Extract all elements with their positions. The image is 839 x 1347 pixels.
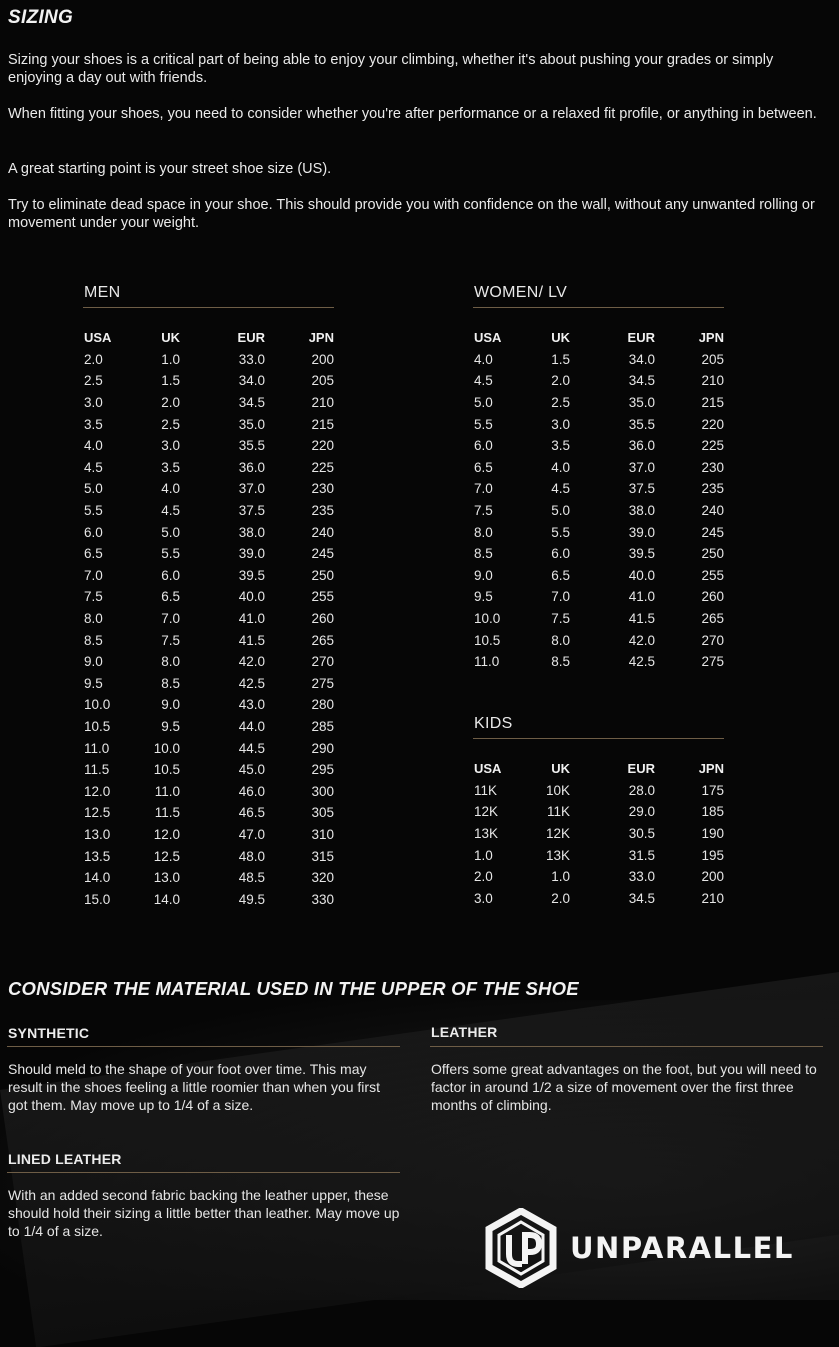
table-cell: 46.5 [238, 805, 265, 821]
table-cell: 44.0 [238, 718, 265, 734]
table-cell: 46.0 [238, 783, 265, 799]
table-cell: 285 [311, 718, 334, 734]
table-cell: 3.0 [84, 395, 103, 411]
table-cell: 215 [701, 395, 724, 411]
table-cell: 10K [545, 782, 570, 798]
table-cell: 280 [311, 697, 334, 713]
table-cell: 10.5 [474, 632, 501, 648]
table-cell: 39.5 [628, 546, 655, 562]
table-cell: 3.5 [161, 459, 180, 475]
table-cell: 34.0 [628, 351, 655, 367]
table-cell: 5.5 [551, 524, 570, 540]
table-cell: 250 [701, 546, 724, 562]
table-cell: 35.5 [238, 438, 265, 454]
table-cell: 200 [311, 351, 334, 367]
table-cell: 10.0 [84, 697, 111, 713]
table-cell: 37.5 [628, 481, 655, 497]
table-row [84, 780, 334, 802]
table-cell: 13K [545, 847, 570, 863]
table-cell: 4.0 [551, 459, 570, 475]
table-cell: 13K [474, 826, 499, 842]
table-cell: 12.0 [84, 783, 111, 799]
table-cell: 6.5 [84, 546, 103, 562]
lined-leather-divider [7, 1172, 400, 1173]
table-row [84, 370, 334, 392]
table-cell: 4.5 [161, 503, 180, 519]
table-cell: 1.0 [551, 869, 570, 885]
table-cell: 9.0 [161, 697, 180, 713]
table-cell: 9.0 [84, 654, 103, 670]
table-cell: 230 [701, 459, 724, 475]
table-cell: 9.5 [161, 718, 180, 734]
table-cell: 13.0 [84, 826, 111, 842]
materials-heading: CONSIDER THE MATERIAL USED IN THE UPPER OF THE SHOE [8, 978, 579, 999]
table-cell: 225 [701, 438, 724, 454]
table-row [474, 780, 724, 802]
table-cell: 4.5 [474, 373, 493, 389]
table-row [84, 457, 334, 479]
table-row [474, 608, 724, 630]
table-row [84, 651, 334, 673]
column-header: USA [474, 330, 502, 346]
table-cell: 11K [546, 804, 570, 820]
table-cell: 210 [311, 395, 334, 411]
table-cell: 240 [311, 524, 334, 540]
table-cell: 9.5 [474, 589, 493, 605]
synthetic-text: Should meld to the shape of your foot over time. This may result in the shoes feeling a little roomier than when you first got them. May move up to 1/4 of a size. [8, 1061, 380, 1113]
table-cell: 12.0 [153, 826, 180, 842]
leather-text: Offers some great advantages on the foot, but you will need to factor in around 1/2 a size of movement over the first three months of climbing. [431, 1061, 817, 1113]
table-cell: 30.5 [628, 826, 655, 842]
table-header-row [474, 327, 724, 349]
table-cell: 11.5 [84, 762, 110, 778]
table-cell: 1.0 [474, 847, 493, 863]
table-cell: 190 [701, 826, 724, 842]
table-cell: 8.5 [474, 546, 493, 562]
table-cell: 290 [311, 740, 334, 756]
table-cell: 12.5 [153, 848, 180, 864]
table-cell: 205 [311, 373, 334, 389]
table-row [84, 565, 334, 587]
table-cell: 35.5 [628, 416, 655, 432]
table-cell: 10.5 [84, 718, 111, 734]
table-row [474, 478, 724, 500]
table-row [474, 521, 724, 543]
table-cell: 12K [474, 804, 499, 820]
kids-label: KIDS [474, 715, 513, 732]
women-size-table [474, 327, 724, 673]
table-cell: 9.0 [474, 567, 493, 583]
table-row [84, 737, 334, 759]
table-cell: 41.5 [238, 632, 265, 648]
table-cell: 42.5 [238, 675, 265, 691]
table-cell: 5.0 [551, 503, 570, 519]
table-cell: 40.0 [628, 567, 655, 583]
table-cell: 37.5 [238, 503, 265, 519]
table-cell: 14.0 [84, 870, 111, 886]
table-cell: 8.0 [161, 654, 180, 670]
table-row [84, 673, 334, 695]
table-cell: 35.0 [628, 395, 655, 411]
table-row [474, 370, 724, 392]
table-cell: 40.0 [238, 589, 265, 605]
table-row [84, 478, 334, 500]
table-cell: 6.0 [551, 546, 570, 562]
table-row [474, 586, 724, 608]
table-row [474, 823, 724, 845]
table-cell: 49.5 [238, 891, 265, 907]
table-cell: 175 [701, 782, 724, 798]
table-cell: 34.5 [628, 373, 655, 389]
table-row [84, 392, 334, 414]
table-row [84, 888, 334, 910]
table-cell: 1.5 [551, 351, 570, 367]
brand-name: UNPARALLEL [570, 1231, 794, 1265]
table-cell: 6.0 [84, 524, 103, 540]
table-row [84, 694, 334, 716]
table-cell: 4.5 [551, 481, 570, 497]
table-cell: 2.0 [551, 890, 570, 906]
lined-leather-text: With an added second fabric backing the leather upper, these should hold their sizing a little better than leather. May move up to 1/4 of a size. [8, 1187, 400, 1239]
table-row [474, 651, 724, 673]
table-cell: 39.0 [628, 524, 655, 540]
table-cell: 9.5 [84, 675, 103, 691]
table-row [84, 824, 334, 846]
table-cell: 42.0 [238, 654, 265, 670]
table-row [84, 500, 334, 522]
table-cell: 13.0 [153, 870, 180, 886]
page-title: SIZING [8, 7, 74, 28]
synthetic-title: SYNTHETIC [8, 1025, 90, 1041]
table-cell: 12K [545, 826, 570, 842]
table-cell: 42.5 [628, 654, 655, 670]
leather-title: LEATHER [431, 1024, 498, 1040]
table-cell: 8.5 [551, 654, 570, 670]
table-cell: 245 [701, 524, 724, 540]
table-cell: 8.5 [161, 675, 180, 691]
table-cell: 250 [311, 567, 334, 583]
women-label: WOMEN/ LV [474, 284, 568, 301]
table-cell: 43.0 [238, 697, 265, 713]
table-cell: 220 [701, 416, 724, 432]
table-cell: 205 [701, 351, 724, 367]
table-header-row [474, 758, 724, 780]
table-cell: 195 [701, 847, 724, 863]
table-cell: 5.0 [474, 395, 493, 411]
table-cell: 6.0 [161, 567, 180, 583]
table-cell: 6.5 [161, 589, 180, 605]
brand-logo [484, 1208, 794, 1288]
table-row [84, 608, 334, 630]
table-cell: 8.0 [551, 632, 570, 648]
table-cell: 270 [701, 632, 724, 648]
table-row [474, 866, 724, 888]
table-cell: 3.5 [84, 416, 103, 432]
table-cell: 2.5 [551, 395, 570, 411]
table-cell: 260 [311, 611, 334, 627]
table-cell: 13.5 [84, 848, 111, 864]
table-cell: 11.0 [84, 740, 110, 756]
table-cell: 1.0 [161, 351, 180, 367]
table-cell: 1.5 [161, 373, 180, 389]
intro-paragraph: When fitting your shoes, you need to consider whether you're after performance or a relaxed fit profile, or anything in between. [8, 106, 817, 122]
table-cell: 41.0 [238, 611, 265, 627]
table-cell: 10.0 [153, 740, 180, 756]
table-cell: 5.0 [161, 524, 180, 540]
table-cell: 29.0 [628, 804, 655, 820]
table-row [474, 629, 724, 651]
table-row [84, 543, 334, 565]
table-cell: 2.0 [474, 869, 493, 885]
table-cell: 42.0 [628, 632, 655, 648]
table-cell: 330 [311, 891, 334, 907]
table-cell: 215 [311, 416, 334, 432]
men-size-table [84, 327, 334, 910]
table-cell: 220 [311, 438, 334, 454]
table-cell: 48.0 [238, 848, 265, 864]
table-cell: 6.5 [474, 459, 493, 475]
intro-paragraph: A great starting point is your street shoe size (US). [8, 161, 332, 177]
table-cell: 7.5 [161, 632, 180, 648]
table-cell: 6.0 [474, 438, 493, 454]
table-row [84, 759, 334, 781]
table-cell: 225 [311, 459, 334, 475]
table-row [84, 845, 334, 867]
table-cell: 210 [701, 890, 724, 906]
column-header: UK [551, 330, 570, 346]
table-cell: 3.0 [161, 438, 180, 454]
women-divider [473, 307, 724, 308]
table-row [84, 349, 334, 371]
table-cell: 44.5 [238, 740, 265, 756]
column-header: UK [161, 330, 180, 346]
table-row [474, 500, 724, 522]
table-cell: 210 [701, 373, 724, 389]
table-cell: 2.5 [161, 416, 180, 432]
table-row [474, 435, 724, 457]
table-cell: 7.0 [84, 567, 103, 583]
table-cell: 11K [474, 782, 498, 798]
lined-leather-title: LINED LEATHER [8, 1151, 122, 1167]
table-cell: 45.0 [238, 762, 265, 778]
table-header-row [84, 327, 334, 349]
table-cell: 7.0 [161, 611, 180, 627]
table-cell: 8.0 [474, 524, 493, 540]
intro-paragraph: Sizing your shoes is a critical part of being able to enjoy your climbing, whether it's about pushing your grades or simply enjoying a day out with friends. [8, 52, 774, 86]
table-row [474, 392, 724, 414]
men-divider [83, 307, 334, 308]
synthetic-divider [7, 1046, 400, 1047]
table-cell: 315 [311, 848, 334, 864]
table-cell: 245 [311, 546, 334, 562]
men-label: MEN [84, 284, 121, 301]
table-cell: 3.0 [474, 890, 493, 906]
table-cell: 37.0 [238, 481, 265, 497]
kids-size-table [474, 758, 724, 909]
table-cell: 38.0 [628, 503, 655, 519]
table-row [84, 521, 334, 543]
table-cell: 11.5 [154, 805, 180, 821]
table-cell: 320 [311, 870, 334, 886]
column-header: UK [551, 761, 570, 777]
table-cell: 200 [701, 869, 724, 885]
table-cell: 230 [311, 481, 334, 497]
table-cell: 10.0 [474, 611, 501, 627]
table-cell: 31.5 [628, 847, 655, 863]
table-cell: 240 [701, 503, 724, 519]
table-cell: 8.5 [84, 632, 103, 648]
table-cell: 11.0 [474, 654, 500, 670]
table-cell: 7.5 [474, 503, 493, 519]
table-cell: 4.5 [84, 459, 103, 475]
table-cell: 10.5 [153, 762, 180, 778]
kids-divider [473, 738, 724, 739]
table-cell: 2.5 [84, 373, 103, 389]
table-cell: 255 [311, 589, 334, 605]
table-cell: 33.0 [628, 869, 655, 885]
table-cell: 295 [311, 762, 334, 778]
table-cell: 2.0 [551, 373, 570, 389]
column-header: EUR [627, 330, 655, 346]
table-cell: 37.0 [628, 459, 655, 475]
table-cell: 2.0 [84, 351, 103, 367]
table-cell: 11.0 [154, 783, 180, 799]
table-cell: 14.0 [153, 891, 180, 907]
table-cell: 265 [701, 611, 724, 627]
table-cell: 5.5 [84, 503, 103, 519]
table-row [84, 802, 334, 824]
column-header: JPN [698, 761, 724, 777]
table-row [474, 349, 724, 371]
table-cell: 12.5 [84, 805, 111, 821]
table-cell: 235 [311, 503, 334, 519]
table-cell: 48.5 [238, 870, 265, 886]
table-cell: 15.0 [84, 891, 111, 907]
table-cell: 33.0 [238, 351, 265, 367]
column-header: USA [474, 761, 502, 777]
table-row [84, 586, 334, 608]
table-cell: 235 [701, 481, 724, 497]
table-cell: 265 [311, 632, 334, 648]
table-cell: 310 [311, 826, 334, 842]
table-cell: 36.0 [238, 459, 265, 475]
table-row [474, 457, 724, 479]
table-cell: 47.0 [238, 826, 265, 842]
table-cell: 270 [311, 654, 334, 670]
table-cell: 8.0 [84, 611, 103, 627]
table-cell: 4.0 [474, 351, 493, 367]
table-cell: 7.0 [551, 589, 570, 605]
table-cell: 5.5 [474, 416, 493, 432]
table-row [84, 413, 334, 435]
table-cell: 275 [701, 654, 724, 670]
up-hexagon-logo-icon [484, 1208, 558, 1288]
table-row [84, 435, 334, 457]
table-cell: 38.0 [238, 524, 265, 540]
table-row [84, 867, 334, 889]
table-cell: 34.5 [628, 890, 655, 906]
table-cell: 35.0 [238, 416, 265, 432]
table-cell: 2.0 [161, 395, 180, 411]
table-cell: 5.5 [161, 546, 180, 562]
table-cell: 255 [701, 567, 724, 583]
column-header: JPN [308, 330, 334, 346]
table-cell: 275 [311, 675, 334, 691]
column-header: EUR [627, 761, 655, 777]
table-row [474, 844, 724, 866]
column-header: USA [84, 330, 112, 346]
table-cell: 6.5 [551, 567, 570, 583]
table-cell: 41.0 [628, 589, 655, 605]
column-header: EUR [237, 330, 265, 346]
column-header: JPN [698, 330, 724, 346]
table-cell: 34.5 [238, 395, 265, 411]
table-cell: 7.0 [474, 481, 493, 497]
table-row [474, 565, 724, 587]
table-row [474, 801, 724, 823]
table-cell: 28.0 [628, 782, 655, 798]
table-row [84, 629, 334, 651]
table-cell: 3.0 [551, 416, 570, 432]
table-cell: 41.5 [628, 611, 655, 627]
table-cell: 7.5 [84, 589, 103, 605]
table-row [84, 716, 334, 738]
table-cell: 39.0 [238, 546, 265, 562]
intro-paragraph: Try to eliminate dead space in your shoe. This should provide you with confidence on the wall, without any unwanted rolling or movement under your weight. [8, 197, 815, 231]
table-cell: 260 [701, 589, 724, 605]
table-cell: 185 [701, 804, 724, 820]
table-cell: 3.5 [551, 438, 570, 454]
table-cell: 7.5 [551, 611, 570, 627]
leather-divider [430, 1046, 823, 1047]
table-cell: 4.0 [161, 481, 180, 497]
table-cell: 300 [311, 783, 334, 799]
table-row [474, 413, 724, 435]
table-row [474, 888, 724, 910]
table-row [474, 543, 724, 565]
table-cell: 34.0 [238, 373, 265, 389]
table-cell: 4.0 [84, 438, 103, 454]
table-cell: 305 [311, 805, 334, 821]
table-cell: 36.0 [628, 438, 655, 454]
table-cell: 5.0 [84, 481, 103, 497]
table-cell: 39.5 [238, 567, 265, 583]
